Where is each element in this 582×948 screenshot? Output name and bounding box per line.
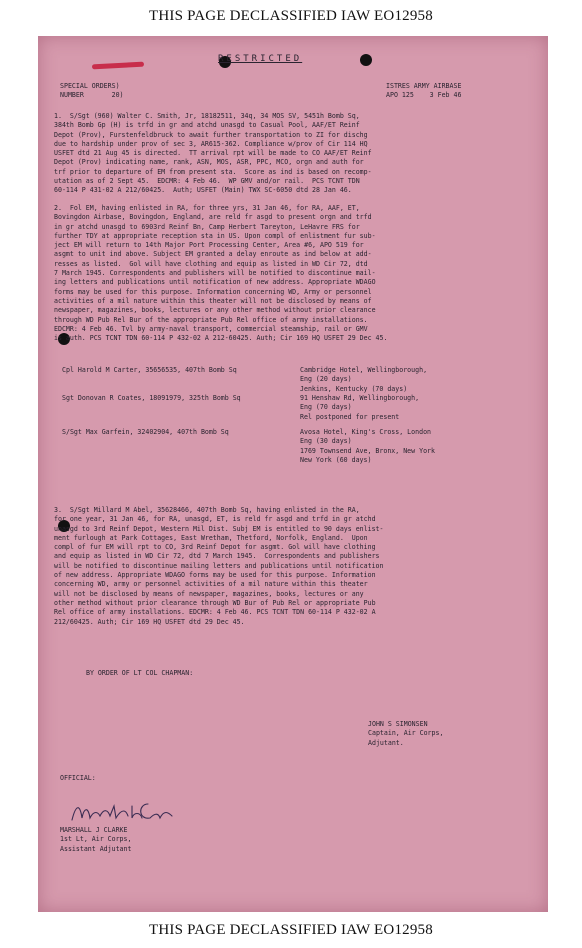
personnel-address-1: Cambridge Hotel, Wellingborough, Eng (20 days) Jenkins, Kentucky (70 days) [300,366,428,393]
paragraph-3: 3. S/Sgt Millard M Abel, 35628466, 407th Bomb Sq, having enlisted in the RA, for one year, 31 Jan 46, for RA, unasgd, ET, is reld fr asgd and trfd in gr atchd unasgd to 3rd Reinf Depot, Western Mil Dist. Subj EM is entitled to 90 days enlist- ment furlough at Park Cottages, East Wretham, Thetford, Norfolk, England. Upon compl of fur EM will rpt to CO, 3rd Reinf Depot for asgmt. Gol will have clothing and equip as listed in WD Cir 72, dtd 7 March 1945. Correspondents and publishers will be notified to discontinue mailing letters and publications until notification of new address. Appropriate WDAGO forms may be used for this purpose. Information concerning WD, army or personnel activities of a mil nature within this theater will not be disclosed by means of newspaper, magazines, books, lectures or any other method without prior clearance through WD Bur of Pub Rel or appropriate Pub Rel office of army installations. EDCMR: 4 Feb 46. PCS TCNT TDN 60-114 P 432-02 A 212/60425. Auth; Cir 169 HQ USFET dtd 29 Dec 45. [54,506,384,626]
official-signature-block [60,826,131,854]
personnel-name-1: Cpl Harold M Carter, 35656535, 407th Bomb Sq [62,366,237,374]
personnel-name-2: Sgt Donovan R Coates, 18091979, 325th Bomb Sq [62,394,241,402]
station-line-2: APO 125 3 Feb 46 [386,91,462,100]
official-label: OFFICIAL: [60,774,96,782]
personnel-name-3: S/Sgt Max Garfein, 32402904, 407th Bomb Sq [62,428,229,436]
paragraph-2: 2. Fol EM, having enlisted in RA, for three yrs, 31 Jan 46, for RA, AAF, ET, Bovingdon Airbase, Bovingdon, England, are reld fr asgd to present orgn and trfd in gr atchd unasgd to 6903rd Reinf Bn, Camp Herbert Tareyton, LeHavre FRS for further TDY at appropriate reception sta in US. Upon compl of enlistment fur sub- ject EM will return to 14th Major Port Processing Center, Area #6, APO 519 for asgmt to unit ind above. Subject EM granted a delay enroute as ind below at add- resses as listed. Gol will have clothing and equip as listed in WD Cir 72, dtd 7 March 1945. Correspondents and publishers will be notified to discontinue mail- ing letters and publications until notification of new address. Appropriate WDAGO forms may be used for this purpose. Information concerning WD, Army or personnel activities of a mil nature within this theater will not be disclosed by means of newspaper, magazines, books, lectures or any other method without prior clearance through WD Pub Rel Bur of the appropriate Pub Rel office of army installations. EDCMR: 4 Feb 46. Tvl by army-naval transport, commercial steamship, rail or GMV is auth. PCS TCNT TDN 60-114 P 432-02 A 212-60425. Auth; Cir 169 HQ USFET 29 Dec 45. [54,204,388,343]
adjutant-name: JOHN S SIMONSEN [368,720,428,728]
orders-label [60,82,124,101]
adjutant-title: Adjutant. [368,738,404,747]
personnel-address-2: 91 Henshaw Rd, Wellingborough, Eng (70 days) Rel postponed for present [300,394,420,421]
red-pen-mark [92,62,144,70]
official-signer-title: Assistant Adjutant [60,844,132,853]
classification-heading: RESTRICTED [218,54,303,64]
station-block [386,82,461,101]
orders-line-2: NUMBER 20) [60,91,124,100]
official-signer-name: MARSHALL J CLARKE [60,826,128,834]
adjutant-rank: Captain, Air Corps, [368,729,444,738]
paragraph-1: 1. S/Sgt (960) Walter C. Smith, Jr, 18182511, 34q, 34 MOS SV, 5451h Bomb Sq, 384th Bomb Gp (H) is trfd in gr and atchd unasgd to Casual Pool, AAF/ET Reinf Depot (Prov), Furstenfeldbruck to await further transportation to ZI for dischg due to hardship under prov of sec 3, AR615-362. Compliance w/prov of Cir 114 HQ USFET dtd 21 Aug 45 is directed. TT arrival rpt will be made to CO AAF/ET Reinf Depot (Prov) indicating name, rank, ASN, MOS, ASR, PPC, MCO, orgn and auth for trf prior to departure of EM from present sta. Score as ind is based on recomp- utation as of 2 Sept 45. EDCMR: 4 Feb 46. WP GMV and/or rail. PCS TCNT TDN 60-114 P 431-02 A 212/60425. Auth; USFET (Main) TWX SC-6050 dtd 28 Jan 46. [54,112,372,195]
document-sheet [38,36,548,912]
declassified-banner-top: THIS PAGE DECLASSIFIED IAW EO12958 [149,8,433,24]
adjutant-signature-block [368,720,443,748]
handwritten-signature [68,798,178,828]
station-line-1: ISTRES ARMY AIRBASE [386,82,462,90]
personnel-address-3: Avosa Hotel, King's Cross, London Eng (30 days) 1769 Townsend Ave, Bronx, New York New York (60 days) [300,428,435,464]
declassified-banner-bottom: THIS PAGE DECLASSIFIED IAW EO12958 [149,922,433,938]
official-signer-rank: 1st Lt, Air Corps, [60,835,132,844]
orders-line-1: SPECIAL ORDERS) [60,82,120,90]
by-order-line: BY ORDER OF LT COL CHAPMAN: [86,669,194,677]
punch-hole-top-right [360,54,372,66]
